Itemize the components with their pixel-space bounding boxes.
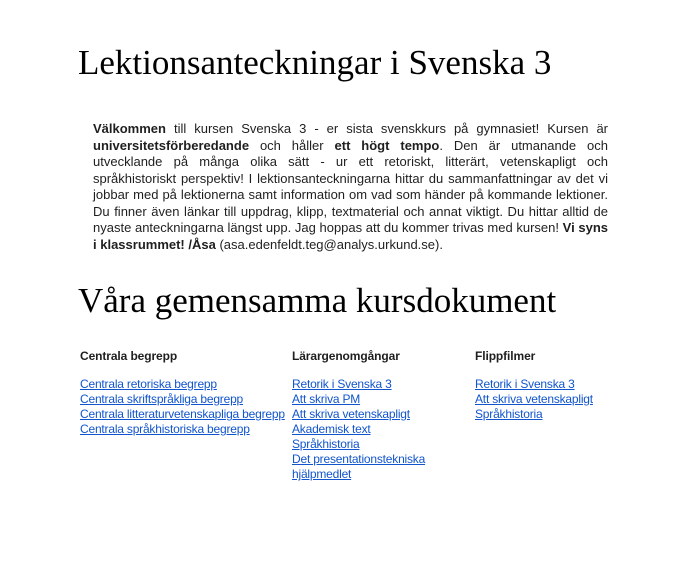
- course-doc-link[interactable]: Språkhistoria: [292, 437, 360, 451]
- column-link-list: [475, 377, 655, 422]
- intro-bold-text: Välkommen: [93, 121, 166, 136]
- column-header: Flippfilmer: [475, 349, 536, 363]
- course-doc-link[interactable]: Det presentationstekniska hjälpmedlet: [292, 452, 426, 481]
- intro-text: till kursen Svenska 3 - er sista svenskkurs på gymnasiet! Kursen är: [165, 121, 608, 136]
- intro-text: och håller: [249, 137, 335, 153]
- course-doc-column: [80, 349, 292, 437]
- course-doc-link[interactable]: Att skriva vetenskapligt: [475, 392, 593, 406]
- course-doc-column: [292, 349, 475, 482]
- course-doc-link[interactable]: Akademisk text: [292, 422, 371, 436]
- intro-bold-text: Vi syns i klassrummet! /Åsa: [93, 220, 609, 252]
- course-doc-link[interactable]: Centrala språkhistoriska begrepp: [80, 422, 250, 436]
- intro-text: . Den är utmanande och utvecklande på många olika sätt - ur ett retoriskt, litterärt, vetenskapligt och språkhistoriskt perspektiv! I lektionsanteckningarna hittar du sammanfattningar av det vi jobbar med på lektionerna samt information om vad som händer på kommande lektioner. Du finner även länkar till uppdrag, klipp, textmaterial och annat viktigt. Du hittar alltid de nyaste anteckningarna längst upp. Jag hoppas att du kommer trivas med kursen!: [93, 137, 608, 235]
- course-doc-link[interactable]: Centrala skriftspråkliga begrepp: [80, 392, 244, 406]
- course-doc-link[interactable]: Retorik i Svenska 3: [292, 377, 392, 391]
- course-doc-link[interactable]: Retorik i Svenska 3: [475, 377, 575, 391]
- course-doc-link[interactable]: Språkhistoria: [475, 407, 543, 421]
- intro-bold-text: universitetsförberedande: [93, 137, 250, 153]
- course-doc-link[interactable]: Centrala litteraturvetenskapliga begrepp: [80, 407, 285, 421]
- column-header: Lärargenomgångar: [292, 349, 400, 363]
- page-title: Lektionsanteckningar i Svenska 3: [78, 43, 552, 82]
- intro-paragraph: [93, 121, 608, 253]
- intro-bold-text: ett högt tempo: [334, 137, 440, 153]
- course-doc-link[interactable]: Att skriva PM: [292, 392, 361, 406]
- section-title: Våra gemensamma kursdokument: [78, 281, 557, 320]
- course-doc-columns: [80, 349, 699, 482]
- course-doc-column: [475, 349, 655, 422]
- document-page: [0, 42, 699, 563]
- column-header: Centrala begrepp: [80, 349, 178, 363]
- course-doc-link[interactable]: Centrala retoriska begrepp: [80, 377, 217, 391]
- column-link-list: [80, 377, 292, 437]
- course-doc-link[interactable]: Att skriva vetenskapligt: [292, 407, 410, 421]
- intro-text: (asa.edenfeldt.teg@analys.urkund.se).: [215, 236, 443, 252]
- column-link-list: [292, 377, 475, 482]
